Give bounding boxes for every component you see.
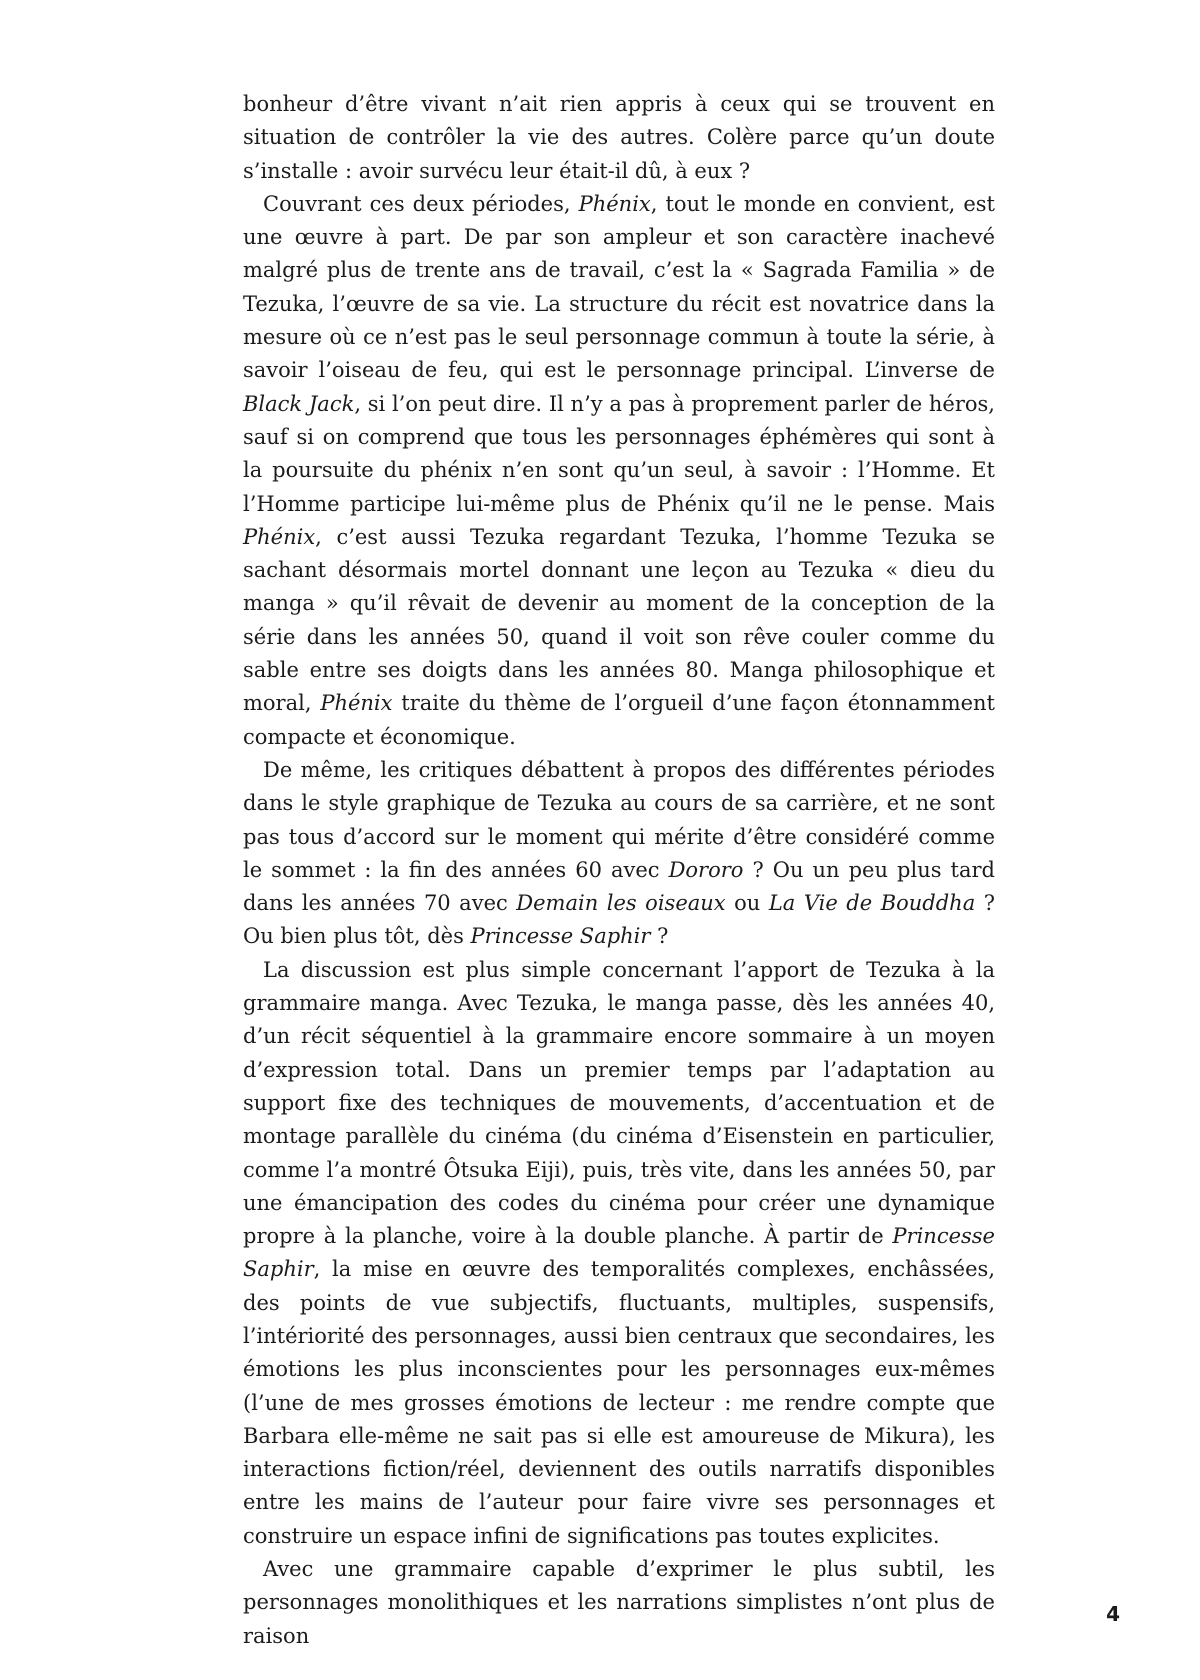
paragraph <box>243 1553 995 1653</box>
paragraph <box>243 954 995 1553</box>
text-run: La discussion est plus simple concernant l’apport de Tezuka à la grammaire manga. Avec Tezuka, le manga passe, dès les années 40, d’un récit séquentiel à la grammaire encore sommaire à un moyen d’expression total. Dans un premier temps par l’adaptation au support fixe des techniques de mouvements, d’accentuation et de montage parallèle du cinéma (du cinéma d’Eisenstein en particulier, comme l’a montré Ôtsuka Eiji), puis, très vite, dans les années 50, par une émancipation des codes du cinéma pour créer une dynamique propre à la planche, voire à la double planche. À partir de <box>243 957 995 1249</box>
text-run: , tout le monde en convient, est une œuvre à part. De par son ampleur et son caractère inachevé malgré plus de trente ans de travail, c’est la « Sagrada Familia » de Tezuka, l’œuvre de sa vie. La structure du récit est novatrice dans la mesure où ce n’est pas le seul personnage commun à toute la série, à savoir l’oiseau de feu, qui est le personnage principal. L’inverse de <box>243 191 996 383</box>
paragraph <box>243 188 995 754</box>
text-run: Couvrant ces deux périodes, <box>263 191 579 216</box>
italic-title: Dororo <box>668 857 744 882</box>
italic-title: Phénix <box>320 691 393 716</box>
italic-title: Black Jack <box>243 391 355 416</box>
body-text <box>243 88 995 1653</box>
italic-title: Phénix <box>243 524 316 549</box>
text-run: ? Ou un peu plus tard dans les années 70 avec <box>243 857 995 916</box>
italic-title: Phénix <box>578 191 651 216</box>
text-run: Avec une grammaire capable d’exprimer le plus subtil, les personnages monolithiques et les narrations simplistes n’ont plus de raison <box>243 1557 995 1648</box>
text-run: bonheur d’être vivant n’ait rien appris à ceux qui se trouvent en situation de contrôler la vie des autres. Colère parce qu’un doute s’installe : avoir survécu leur était-il dû, à eux ? <box>243 92 995 183</box>
italic-title: Princesse Saphir <box>243 1224 995 1282</box>
text-run: De même, les critiques débattent à propos des différentes périodes dans le style graphique de Tezuka au cours de sa carrière, et ne sont pas tous d’accord sur le moment qui mérite d’être considéré comme le sommet : la fin des années 60 avec <box>243 757 995 882</box>
text-run: , c’est aussi Tezuka regardant Tezuka, l’homme Tezuka se sachant désormais mortel donnant une leçon au Tezuka « dieu du manga » qu’il rêvait de devenir au moment de la conception de la série dans les années 50, quand il voit son rêve couler comme du sable entre ses doigts dans les années 80. Manga philosophique et moral, <box>243 524 995 716</box>
text-run: , la mise en œuvre des temporalités complexes, enchâssées, des points de vue subjectifs, fluctuants, multiples, suspensifs, l’intériorité des personnages, aussi bien centraux que secondaires, les émotions les plus inconscientes pour les personnages eux-mêmes (l’une de mes grosses émotions de lecteur : me rendre compte que Barbara elle-même ne sait pas si elle est amoureuse de Mikura), les interactions fiction/réel, deviennent des outils narratifs disponibles entre les mains de l’auteur pour faire vivre ses personnages et construire un espace infini de significations pas toutes explicites. <box>243 1257 995 1548</box>
page-number: 4 <box>1106 1602 1120 1626</box>
italic-title: Princesse Saphir <box>470 924 651 949</box>
italic-title: Demain les oiseaux <box>516 891 726 916</box>
text-run: , si l’on peut dire. Il n’y a pas à proprement parler de héros, sauf si on comprend que tous les personnages éphémères qui sont à la poursuite du phénix n’en sont qu’un seul, à savoir : l’Homme. Et l’Homme participe lui-même plus de Phénix qu’il ne le pense. Mais <box>243 391 995 516</box>
paragraph <box>243 754 995 954</box>
text-run: ou <box>725 891 769 916</box>
italic-title: La Vie de Bouddha <box>768 891 976 916</box>
text-run: ? <box>650 924 669 949</box>
text-run: traite du thème de l’orgueil d’une façon étonnamment compacte et économique. <box>243 691 995 749</box>
text-run: ? Ou bien plus tôt, dès <box>243 891 996 949</box>
paragraph <box>243 88 995 188</box>
